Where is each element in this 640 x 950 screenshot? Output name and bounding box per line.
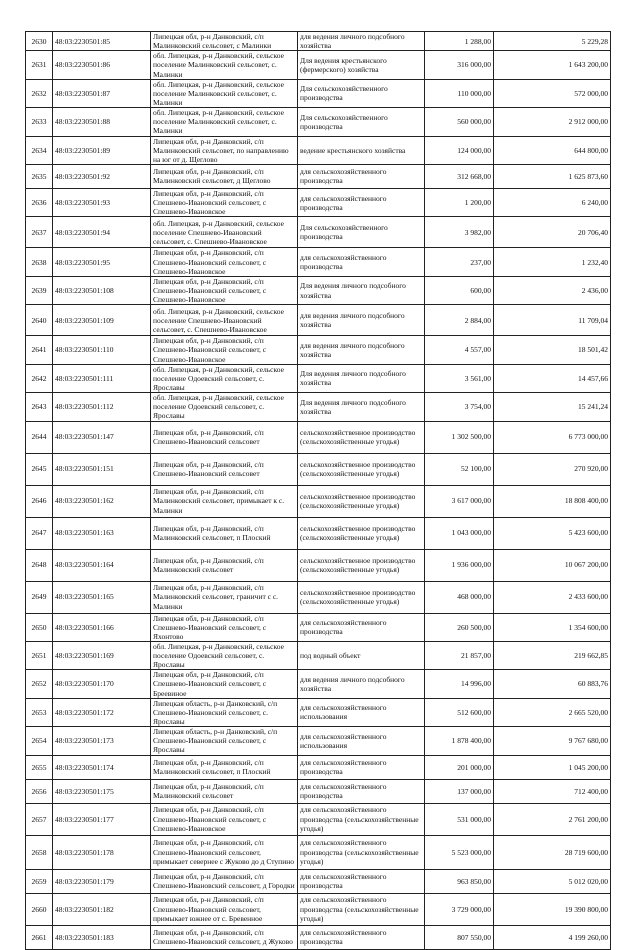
land-use-purpose: сельскохозяйственное производство (сельскохозяйственные угодья) [298,517,425,549]
table-row [26,581,611,613]
cadastral-number: 48:03:2230501:182 [53,893,151,925]
cadastral-value: 219 662,85 [494,641,611,669]
cadastral-land-table [25,31,611,950]
cadastral-number: 48:03:2230501:92 [53,164,151,188]
cadastral-number: 48:03:2230501:94 [53,217,151,248]
land-use-purpose: для сельскохозяйственного производства [298,869,425,893]
location-address: Липецкая обл, р-н Данковский, с/п Спешнево-Ивановский сельсовет, с Спешнево-Ивановское [151,276,298,304]
area-value: 52 100,00 [425,453,494,485]
cadastral-value: 1 643 200,00 [494,51,611,79]
row-number: 2660 [26,893,53,925]
table-row [26,835,611,869]
row-number: 2635 [26,164,53,188]
land-use-purpose: для ведения личного подсобного хозяйства [298,32,425,51]
location-address: Липецкая обл, р-н Данковский, с/п Спешнево-Ивановский сельсовет, д Жуково [151,925,298,949]
cadastral-number: 48:03:2230501:177 [53,803,151,835]
location-address: Липецкая обл, р-н Данковский, с/п Малинковский сельсовет, примыкает к с. Малинки [151,485,298,517]
row-number: 2654 [26,727,53,755]
table-body [26,32,611,950]
area-value: 2 884,00 [425,305,494,336]
cadastral-value: 6 240,00 [494,188,611,216]
table-row [26,248,611,276]
cadastral-number: 48:03:2230501:111 [53,364,151,392]
cadastral-number: 48:03:2230501:86 [53,51,151,79]
cadastral-value: 5 423 600,00 [494,517,611,549]
location-address: Липецкая обл, р-н Данковский, с/п Спешнево-Ивановский сельсовет, д Городки [151,869,298,893]
table-row [26,485,611,517]
cadastral-value: 1 625 873,60 [494,164,611,188]
location-address: Липецкая обл, р-н Данковский, с/п Малинковский сельсовет, с Малинки [151,32,298,51]
cadastral-number: 48:03:2230501:183 [53,925,151,949]
cadastral-value: 4 199 260,00 [494,925,611,949]
land-use-purpose: сельскохозяйственное производство (сельскохозяйственные угодья) [298,421,425,453]
cadastral-number: 48:03:2230501:175 [53,779,151,803]
table-row [26,727,611,755]
location-address: обл. Липецкая, р-н Данковский, сельское поселение Одоевский сельсовет, с. Ярославы [151,641,298,669]
table-row [26,670,611,698]
location-address: Липецкая обл, р-н Данковский, с/п Спешнево-Ивановский сельсовет, с Бреевиное [151,670,298,698]
cadastral-number: 48:03:2230501:108 [53,276,151,304]
row-number: 2640 [26,305,53,336]
table-row [26,164,611,188]
cadastral-value: 5 012 020,00 [494,869,611,893]
area-value: 1 288,00 [425,32,494,51]
area-value: 1 043 000,00 [425,517,494,549]
land-use-purpose: для сельскохозяйственного производства [298,188,425,216]
land-use-purpose: для ведения личного подсобного хозяйства [298,305,425,336]
row-number: 2643 [26,393,53,421]
land-use-purpose: для сельскохозяйственного производства [298,925,425,949]
cadastral-value: 18 808 400,00 [494,485,611,517]
cadastral-value: 9 767 680,00 [494,727,611,755]
land-use-purpose: для сельскохозяйственного производства (сельскохозяйственные угодья) [298,803,425,835]
land-use-purpose: Для ведения личного подсобного хозяйства [298,393,425,421]
area-value: 316 000,00 [425,51,494,79]
row-number: 2652 [26,670,53,698]
cadastral-number: 48:03:2230501:151 [53,453,151,485]
cadastral-value: 6 773 000,00 [494,421,611,453]
table-row [26,421,611,453]
cadastral-value: 2 433 600,00 [494,581,611,613]
row-number: 2644 [26,421,53,453]
row-number: 2636 [26,188,53,216]
land-use-purpose: для сельскохозяйственного производства (сельскохозяйственные угодья) [298,835,425,869]
row-number: 2647 [26,517,53,549]
table-row [26,641,611,669]
cadastral-value: 20 706,40 [494,217,611,248]
cadastral-value: 60 883,76 [494,670,611,698]
row-number: 2650 [26,613,53,641]
land-use-purpose: для сельскохозяйственного производства [298,779,425,803]
land-use-purpose: Для ведения крестьянского (фермерского) хозяйства [298,51,425,79]
land-use-purpose: для сельскохозяйственного производства (сельскохозяйственные угодья) [298,893,425,925]
cadastral-number: 48:03:2230501:88 [53,108,151,136]
cadastral-value: 19 390 800,00 [494,893,611,925]
table-row [26,217,611,248]
cadastral-value: 572 000,00 [494,79,611,107]
location-address: обл. Липецкая, р-н Данковский, сельское поселение Малинковский сельсовет, с. Малинки [151,79,298,107]
table-row [26,549,611,581]
row-number: 2657 [26,803,53,835]
row-number: 2632 [26,79,53,107]
row-number: 2637 [26,217,53,248]
land-use-purpose: сельскохозяйственное производство (сельскохозяйственные угодья) [298,549,425,581]
location-address: Липецкая обл, р-н Данковский, с/п Малинковский сельсовет [151,549,298,581]
land-use-purpose: Для сельскохозяйственного производства [298,79,425,107]
table-row [26,613,611,641]
cadastral-number: 48:03:2230501:112 [53,393,151,421]
location-address: обл. Липецкая, р-н Данковский, сельское поселение Спешнево-Ивановский сельсовет, с. Спешнево-Ивановское [151,305,298,336]
row-number: 2653 [26,698,53,726]
land-use-purpose: под водный объект [298,641,425,669]
table-row [26,136,611,164]
cadastral-number: 48:03:2230501:166 [53,613,151,641]
cadastral-number: 48:03:2230501:95 [53,248,151,276]
cadastral-number: 48:03:2230501:89 [53,136,151,164]
area-value: 3 982,00 [425,217,494,248]
row-number: 2639 [26,276,53,304]
location-address: Липецкая обл, р-н Данковский, с/п Малинковский сельсовет, по направлению на юг от д. Щеглово [151,136,298,164]
location-address: Липецкая обл, р-н Данковский, с/п Спешнево-Ивановский сельсовет [151,421,298,453]
location-address: Липецкая обл, р-н Данковский, с/п Спешнево-Ивановский сельсовет, с Спешнево-Ивановское [151,803,298,835]
cadastral-value: 11 709,04 [494,305,611,336]
cadastral-value: 1 232,40 [494,248,611,276]
area-value: 3 617 000,00 [425,485,494,517]
land-use-purpose: Для сельскохозяйственного производства [298,108,425,136]
area-value: 14 996,00 [425,670,494,698]
area-value: 531 000,00 [425,803,494,835]
table-row [26,869,611,893]
area-value: 110 000,00 [425,79,494,107]
cadastral-number: 48:03:2230501:163 [53,517,151,549]
area-value: 4 557,00 [425,336,494,364]
cadastral-number: 48:03:2230501:110 [53,336,151,364]
cadastral-number: 48:03:2230501:174 [53,755,151,779]
land-use-purpose: для сельскохозяйственного использования [298,727,425,755]
location-address: обл. Липецкая, р-н Данковский, сельское поселение Одоевский сельсовет, с. Ярославы [151,364,298,392]
cadastral-number: 48:03:2230501:87 [53,79,151,107]
area-value: 3 729 000,00 [425,893,494,925]
land-use-purpose: для сельскохозяйственного производства [298,613,425,641]
cadastral-number: 48:03:2230501:169 [53,641,151,669]
location-address: Липецкая обл, р-н Данковский, с/п Малинковский сельсовет, граничит с с. Малинки [151,581,298,613]
location-address: Липецкая обл, р-н Данковский, с/п Спешнево-Ивановский сельсовет, примыкает севернее с Жуково до д Ступино [151,835,298,869]
row-number: 2649 [26,581,53,613]
table-row [26,925,611,949]
cadastral-number: 48:03:2230501:173 [53,727,151,755]
cadastral-value: 15 241,24 [494,393,611,421]
land-use-purpose: сельскохозяйственное производство (сельскохозяйственные угодья) [298,581,425,613]
location-address: обл. Липецкая, р-н Данковский, сельское поселение Одоевский сельсовет, с. Ярославы [151,393,298,421]
cadastral-value: 14 457,66 [494,364,611,392]
cadastral-value: 712 400,00 [494,779,611,803]
area-value: 560 000,00 [425,108,494,136]
area-value: 312 668,00 [425,164,494,188]
land-use-purpose: для сельскохозяйственного производства [298,755,425,779]
cadastral-number: 48:03:2230501:109 [53,305,151,336]
cadastral-number: 48:03:2230501:164 [53,549,151,581]
area-value: 1 200,00 [425,188,494,216]
land-use-purpose: для сельскохозяйственного производства [298,248,425,276]
area-value: 1 302 500,00 [425,421,494,453]
cadastral-value: 270 920,00 [494,453,611,485]
table-row [26,779,611,803]
location-address: Липецкая обл, р-н Данковский, с/п Спешнево-Ивановский сельсовет, с Спешнево-Ивановское [151,188,298,216]
cadastral-number: 48:03:2230501:93 [53,188,151,216]
cadastral-value: 28 719 600,00 [494,835,611,869]
table-row [26,305,611,336]
table-row [26,108,611,136]
row-number: 2651 [26,641,53,669]
area-value: 201 000,00 [425,755,494,779]
cadastral-number: 48:03:2230501:162 [53,485,151,517]
cadastral-value: 644 800,00 [494,136,611,164]
area-value: 807 550,00 [425,925,494,949]
row-number: 2645 [26,453,53,485]
area-value: 512 600,00 [425,698,494,726]
area-value: 237,00 [425,248,494,276]
table-row [26,517,611,549]
row-number: 2630 [26,32,53,51]
location-address: Липецкая обл, р-н Данковский, с/п Спешнево-Ивановский сельсовет, с Яхонтово [151,613,298,641]
land-use-purpose: для сельскохозяйственного использования [298,698,425,726]
row-number: 2648 [26,549,53,581]
location-address: Липецкая обл, р-н Данковский, с/п Спешнево-Ивановский сельсовет, с Спешнево-Ивановское [151,248,298,276]
land-use-purpose: для сельскохозяйственного производства [298,164,425,188]
location-address: Липецкая обл, р-н Данковский, с/п Спешнево-Ивановский сельсовет, с Спешнево-Ивановское [151,336,298,364]
cadastral-number: 48:03:2230501:179 [53,869,151,893]
row-number: 2646 [26,485,53,517]
location-address: обл. Липецкая, р-н Данковский, сельское поселение Малинковский сельсовет, с. Малинки [151,108,298,136]
location-address: обл. Липецкая, р-н Данковский, сельское поселение Спешнево-Ивановский сельсовет, с. Спешнево-Ивановское [151,217,298,248]
cadastral-number: 48:03:2230501:178 [53,835,151,869]
area-value: 260 500,00 [425,613,494,641]
table-row [26,755,611,779]
location-address: Липецкая обл, р-н Данковский, с/п Малинковский сельсовет, д Щеглово [151,164,298,188]
land-use-purpose: Для сельскохозяйственного производства [298,217,425,248]
location-address: Липецкая область, р-н Данковский, с/п Спешнево-Ивановский сельсовет, с. Ярославы [151,698,298,726]
cadastral-number: 48:03:2230501:165 [53,581,151,613]
land-use-purpose: Для ведения личного подсобного хозяйства [298,276,425,304]
area-value: 124 000,00 [425,136,494,164]
location-address: Липецкая обл, р-н Данковский, с/п Малинковский сельсовет, п Плоский [151,517,298,549]
row-number: 2634 [26,136,53,164]
location-address: Липецкая обл, р-н Данковский, с/п Спешнево-Ивановский сельсовет, примыкает южнее от с. Бревенное [151,893,298,925]
cadastral-value: 10 067 200,00 [494,549,611,581]
area-value: 3 754,00 [425,393,494,421]
area-value: 5 523 000,00 [425,835,494,869]
cadastral-value: 2 436,00 [494,276,611,304]
cadastral-value: 18 501,42 [494,336,611,364]
row-number: 2656 [26,779,53,803]
table-row [26,32,611,51]
land-use-purpose: Для ведения личного подсобного хозяйства [298,364,425,392]
cadastral-value: 1 045 200,00 [494,755,611,779]
cadastral-number: 48:03:2230501:85 [53,32,151,51]
location-address: Липецкая область, р-н Данковский, с/п Спешнево-Ивановский сельсовет, с Ярославы [151,727,298,755]
table-row [26,276,611,304]
table-row [26,453,611,485]
cadastral-number: 48:03:2230501:172 [53,698,151,726]
land-use-purpose: сельскохозяйственное производство (сельскохозяйственные угодья) [298,485,425,517]
cadastral-value: 5 229,28 [494,32,611,51]
row-number: 2638 [26,248,53,276]
cadastral-value: 1 354 600,00 [494,613,611,641]
area-value: 1 936 000,00 [425,549,494,581]
area-value: 600,00 [425,276,494,304]
cadastral-value: 2 912 000,00 [494,108,611,136]
land-use-purpose: ведение крестьянского хозяйства [298,136,425,164]
table-row [26,893,611,925]
area-value: 3 561,00 [425,364,494,392]
row-number: 2641 [26,336,53,364]
table-row [26,188,611,216]
area-value: 137 000,00 [425,779,494,803]
table-row [26,803,611,835]
table-row [26,336,611,364]
area-value: 468 000,00 [425,581,494,613]
row-number: 2642 [26,364,53,392]
cadastral-number: 48:03:2230501:147 [53,421,151,453]
table-row [26,393,611,421]
row-number: 2659 [26,869,53,893]
location-address: Липецкая обл, р-н Данковский, с/п Спешнево-Ивановский сельсовет [151,453,298,485]
area-value: 1 878 400,00 [425,727,494,755]
land-use-purpose: для ведения личного подсобного хозяйства [298,670,425,698]
row-number: 2655 [26,755,53,779]
table-row [26,364,611,392]
table-row [26,698,611,726]
cadastral-number: 48:03:2230501:170 [53,670,151,698]
row-number: 2661 [26,925,53,949]
land-use-purpose: для ведения личного подсобного хозяйства [298,336,425,364]
land-use-purpose: сельскохозяйственное производство (сельскохозяйственные угодья) [298,453,425,485]
row-number: 2631 [26,51,53,79]
cadastral-value: 2 761 200,00 [494,803,611,835]
location-address: Липецкая обл, р-н Данковский, с/п Малинковский сельсовет, п Плоский [151,755,298,779]
location-address: Липецкая обл, р-н Данковский, с/п Малинковский сельсовет [151,779,298,803]
row-number: 2633 [26,108,53,136]
table-row [26,51,611,79]
area-value: 963 850,00 [425,869,494,893]
table-row [26,79,611,107]
row-number: 2658 [26,835,53,869]
area-value: 21 857,00 [425,641,494,669]
cadastral-value: 2 665 520,00 [494,698,611,726]
location-address: обл. Липецкая, р-н Данковский, сельское поселение Малинковский сельсовет, с. Малинки [151,51,298,79]
